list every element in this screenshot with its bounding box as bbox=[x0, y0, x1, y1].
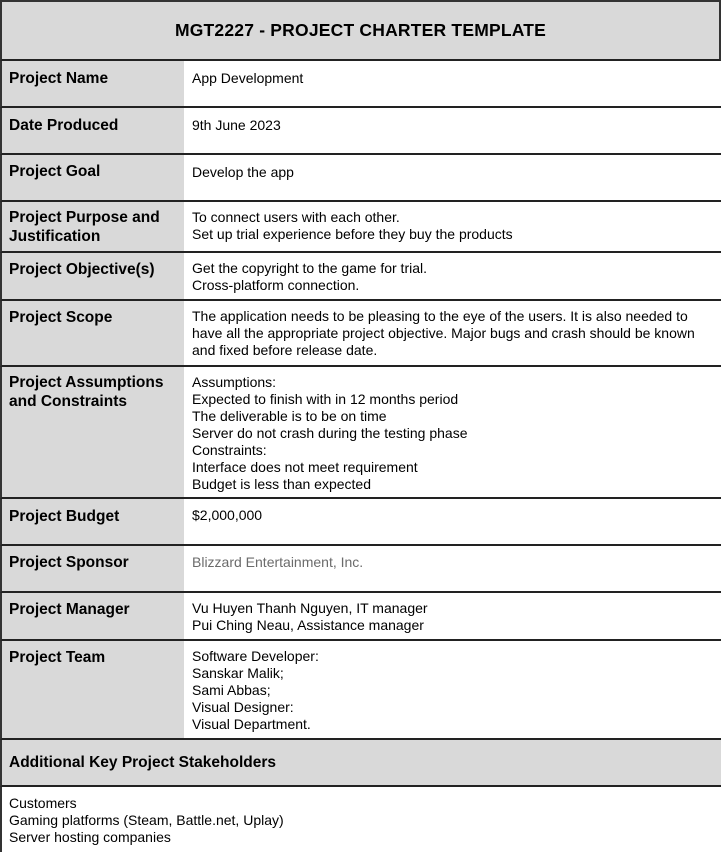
value-line: $2,000,000 bbox=[192, 507, 263, 523]
row-value bbox=[184, 253, 721, 299]
row-label: Project Goal bbox=[2, 155, 184, 200]
stakeholder-item: Server hosting companies bbox=[9, 829, 171, 845]
value-line: App Development bbox=[192, 70, 304, 86]
row-value bbox=[184, 61, 721, 106]
row-value bbox=[184, 155, 721, 200]
value-line: Pui Ching Neau, Assistance manager bbox=[192, 617, 424, 633]
value-line: Assumptions: bbox=[192, 374, 277, 390]
stakeholders-list bbox=[0, 787, 721, 852]
value-line: To connect users with each other. bbox=[192, 209, 400, 225]
row-label: Project Name bbox=[2, 61, 184, 106]
value-line: Develop the app bbox=[192, 164, 294, 180]
value-line: Vu Huyen Thanh Nguyen, IT manager bbox=[192, 600, 428, 616]
row-project-budget bbox=[0, 499, 721, 546]
row-value bbox=[184, 593, 721, 639]
row-value bbox=[184, 546, 721, 591]
stakeholders-heading: Additional Key Project Stakeholders bbox=[0, 740, 721, 787]
row-value bbox=[184, 499, 721, 544]
row-project-team bbox=[0, 641, 721, 740]
row-value bbox=[184, 367, 721, 497]
value-line: Visual Department. bbox=[192, 716, 311, 732]
row-value bbox=[184, 108, 721, 153]
row-project-scope bbox=[0, 301, 721, 367]
row-project-purpose bbox=[0, 202, 721, 253]
value-line: The deliverable is to be on time bbox=[192, 408, 387, 424]
row-label: Project Purpose and Justification bbox=[2, 202, 184, 251]
row-value bbox=[184, 301, 721, 365]
value-line: Constraints: bbox=[192, 442, 267, 458]
value-line: Set up trial experience before they buy the products bbox=[192, 226, 513, 242]
row-label: Project Scope bbox=[2, 301, 184, 365]
row-assumptions-constraints bbox=[0, 367, 721, 499]
row-label: Project Team bbox=[2, 641, 184, 738]
value-line: Sami Abbas; bbox=[192, 682, 271, 698]
row-label: Project Manager bbox=[2, 593, 184, 639]
row-project-objectives bbox=[0, 253, 721, 301]
row-label: Project Objective(s) bbox=[2, 253, 184, 299]
value-line: Blizzard Entertainment, Inc. bbox=[192, 554, 364, 570]
value-line: Interface does not meet requirement bbox=[192, 459, 418, 475]
row-date-produced bbox=[0, 108, 721, 155]
value-line: Cross-platform connection. bbox=[192, 277, 360, 293]
row-project-goal bbox=[0, 155, 721, 202]
value-line: 9th June 2023 bbox=[192, 117, 281, 133]
row-value bbox=[184, 202, 721, 251]
value-line: Budget is less than expected bbox=[192, 476, 372, 492]
value-line: Expected to finish with in 12 months period bbox=[192, 391, 459, 407]
row-value bbox=[184, 641, 721, 738]
value-line: Visual Designer: bbox=[192, 699, 294, 715]
document-title-band bbox=[0, 0, 721, 61]
row-project-manager bbox=[0, 593, 721, 641]
value-line: The application needs to be pleasing to the eye of the users. It is also needed to have all the appropriate project objective. Major bugs and crash should be known and fixed before release date. bbox=[192, 308, 695, 358]
row-project-name bbox=[0, 61, 721, 108]
value-line: Get the copyright to the game for trial. bbox=[192, 260, 428, 276]
stakeholder-item: Gaming platforms (Steam, Battle.net, Uplay) bbox=[9, 812, 284, 828]
row-label: Project Sponsor bbox=[2, 546, 184, 591]
row-project-sponsor bbox=[0, 546, 721, 593]
stakeholder-item: Customers bbox=[9, 795, 77, 811]
row-label: Project Budget bbox=[2, 499, 184, 544]
document-title: MGT2227 - PROJECT CHARTER TEMPLATE bbox=[174, 20, 547, 40]
value-line: Server do not crash during the testing phase bbox=[192, 425, 468, 441]
row-label: Date Produced bbox=[2, 108, 184, 153]
value-line: Software Developer: bbox=[192, 648, 319, 664]
value-line: Sanskar Malik; bbox=[192, 665, 284, 681]
row-label: Project Assumptions and Constraints bbox=[2, 367, 184, 497]
